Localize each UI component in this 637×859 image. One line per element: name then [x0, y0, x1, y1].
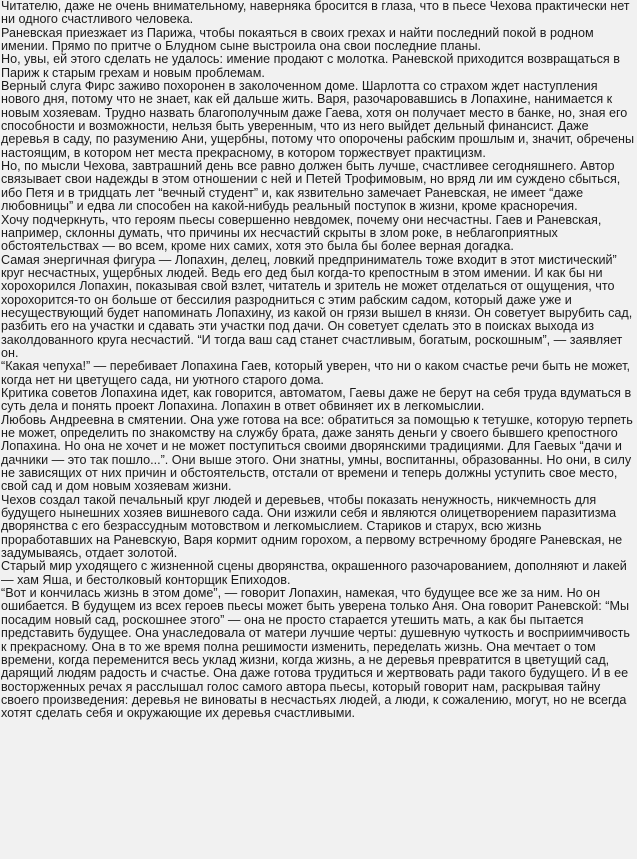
paragraph-8: “Какая чепуха!” — перебивает Лопахина Гаев, который уверен, что ни о каком счастье речи быть не может, когда нет ни цветущего сада, ни уютного старого дома. — [1, 359, 630, 387]
paragraph-13: “Вот и кончилась жизнь в этом доме”, — говорит Лопахин, намекая, что будущее все же за ним. Но он ошибается. В будущем из всех героев пьесы может быть уверена только Аня. Она говорит Раневской: “Мы посадим новый сад, роскошнее этого” — она не просто старается утешить мать, а как бы пытается представить будущее. Она унаследовала от матери лучшие черты: душевную чуткость и восприимчивость к прекрасному. Она в то же время полна решимости изменить, переделать жизнь. Она мечтает о том времени, когда переменится весь уклад жизни, когда жизнь, а не деревья превратится в цветущий сад, дарящий людям радость и счастье. Она даже готова трудиться и жертвовать ради такого будущего. И в ее восторженных речах я расслышал голос самого автора пьесы, который говорит нам, раскрывая тайну своего произведения: деревья не виноваты в несчастьях людей, а люди, к сожалению, могут, но не всегда хотят сделать себя и окружающие их деревья счастливыми. — [1, 586, 630, 721]
paragraph-9: Критика советов Лопахина идет, как говорится, автоматом, Гаевы даже не берут на себя труда вдуматься в суть дела и понять проект Лопахина. Лопахин в ответ обвиняет их в легкомыслии. — [1, 385, 632, 414]
paragraph-4: Верный слуга Фирс заживо похоронен в заколоченном доме. Шарлотта со страхом ждет наступления нового дня, потому что не знает, как ей дальше жить. Варя, разочаровавшись в Лопахине, нанимается к новым хозяевам. Трудно назвать благополучным даже Гаева, хотя он получает место в банке, но, зная его способности и возможности, нельзя быть уверенным, что из него выйдет дельный финансист. Даже деревья в саду, по разумению Ани, ущербны, потому что опорочены рабским прошлым и, значит, обречены настоящим, в котором нет места прекрасному, в котором торжествует практицизм. — [1, 79, 634, 160]
paragraph-2: Раневская приезжает из Парижа, чтобы покаяться в своих грехах и найти последний покой в родном имении. Прямо по притче о Блудном сыне выстроила она свои последние планы. — [1, 25, 594, 54]
paragraph-10: Любовь Андреевна в смятении. Она уже готова на все: обратиться за помощью к тетушке, которую терпеть не может, определить по знакомству на службу брата, даже занять деньги у своего бывшего крепостного Лопахина. Но она не хочет и не может поступиться своими дворянскими традициями. Для Гаевых “дачи и дачники — это так пошло...”. Они выше этого. Они знатны, умны, воспитанны, образованны. Но они, в силу не зависящих от них причин и обстоятельств, отстали от времени и теперь должны уступить свое место, свой сад и дом новым хозяевам жизни. — [1, 412, 633, 494]
paragraph-1: Читателю, даже не очень внимательному, наверняка бросится в глаза, что в пьесе Чехова практически нет ни одного счастливого человека. — [1, 0, 630, 27]
paragraph-12: Старый мир уходящего с жизненной сцены дворянства, окрашенного разочарованием, дополняют и лакей — хам Яша, и бестолковый конторщик Епиходов. — [1, 559, 627, 587]
paragraph-3: Но, увы, ей этого сделать не удалось: имение продают с молотка. Раневской приходится возвращаться в Париж к старым грехам и новым проблемам. — [1, 52, 620, 80]
paragraph-6: Хочу подчеркнуть, что героям пьесы совершенно невдомек, почему они несчастны. Гаев и Раневская, например, склонны думать, что причины их несчастий скрыты в злом роке, в неблагоприятных обстоятельствах — во всем, кроме них самих, хотя это была бы более верная догадка. — [1, 212, 602, 254]
paragraph-5: Но, по мысли Чехова, завтрашний день все равно должен быть лучше, счастливее сегодняшнего. Автор связывает свои надежды в этом отношении с ней и Петей Трофимовым, но вряд ли им суждено сбыться, ибо Петя и в тридцать лет “вечный студент” и, как язвительно замечает Раневская, не имеет “даже любовницы” и едва ли способен на какой-нибудь реальный поступок в жизни, кроме красноречия. — [1, 159, 621, 214]
paragraph-7: Самая энергичная фигура — Лопахин, делец, ловкий предприниматель тоже входит в этот мистический” круг несчастных, ущербных людей. Ведь его дед был когда-то крепостным в этом имении. И как бы ни хорохорился Лопахин, показывая свой взлет, читатель и зритель не может отделаться от ощущения, что хорохорится-то он больше от бессилия разродниться с этим рабским садом, который даже уже и несуществующий будет напоминать Лопахину, из какой он грязи вышел в князи. Он советует вырубить сад, разбить его на участки и сдавать эти участки под дачи. Он советует сделать это в поисках выхода из заколдованного круга несчастий. “И тогда ваш сад станет счастливым, богатым, роскошным”, — заявляет он. — [1, 252, 633, 360]
paragraph-11: Чехов создал такой печальный круг людей и деревьев, чтобы показать ненужность, никчемность для будущего нынешних хозяев вишневого сада. Они изжили себя и являются олицетворением паразитизма дворянства с его безрассудным мотовством и легкомыслием. Стариков и старух, всю жизнь проработавших на Раневскую, Варя кормит одним горохом, а первому встречному бродяге Раневская, не задумываясь, отдает золотой. — [1, 492, 623, 561]
